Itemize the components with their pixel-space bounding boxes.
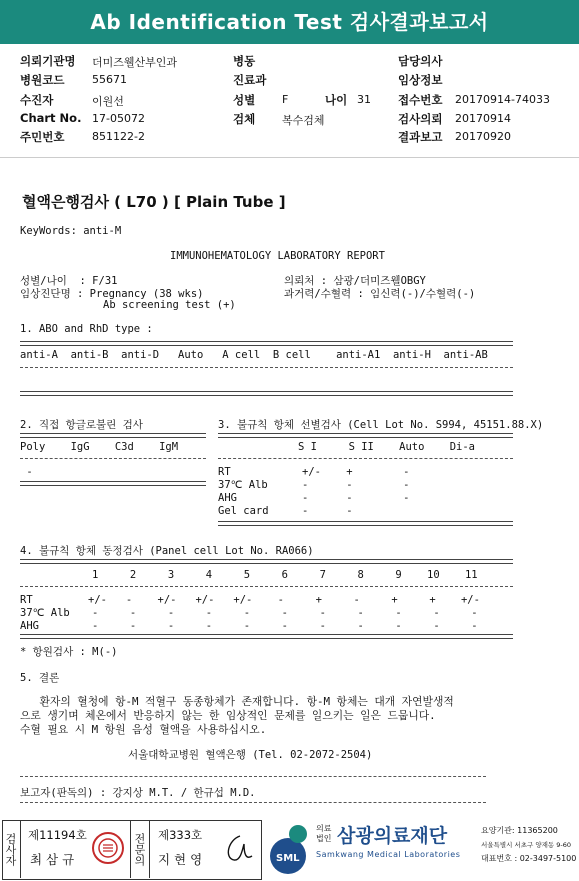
report-header [0, 0, 579, 44]
report-section-title: 혈액은행검사 ( L70 ) [ Plain Tube ] [22, 193, 286, 211]
section-conclusion: 5. 결론 [20, 672, 60, 684]
logo-text: SML [276, 853, 300, 864]
diagnosis-detail: Ab screening test (+) [103, 299, 236, 311]
screening-row-label: AHG [218, 492, 237, 504]
signature-image [220, 830, 256, 866]
section-dat: 2. 직접 항글로불린 검사 [20, 419, 143, 431]
phone: 대표번호 : 02-3497-5100 [481, 854, 577, 863]
reporter: 보고자(판독의) : 강지상 M.T. / 한규섭 M.D. [20, 787, 256, 799]
info-label: 성별 [233, 93, 256, 107]
double-rule [20, 634, 513, 639]
specialist-label: 전문의 [130, 820, 150, 878]
conclusion-line: 환자의 혈청에 항-M 적혈구 동종항체가 존재합니다. 항-M 항체는 대개 자연발생적 [20, 695, 454, 708]
screening-row-label: RT [218, 466, 231, 478]
screening-columns: S I S II Auto Di-a [298, 441, 476, 453]
hospital-info: 서울대학교병원 혈액은행 (Tel. 02-2072-2504) [128, 749, 373, 761]
screening-row-values: - - - [302, 479, 410, 491]
org-type-1: 의료 [316, 824, 332, 833]
keywords: KeyWords: anti-M [20, 225, 122, 237]
info-value: 20170914 [455, 112, 511, 125]
double-rule [20, 559, 513, 564]
info-label: 담당의사 [398, 54, 443, 68]
info-label: 임상정보 [398, 73, 443, 87]
panel-row-values: +/- - +/- +/- +/- - + - + + +/- [88, 594, 480, 606]
screening-row-label: Gel card [218, 505, 269, 517]
examiner-license: 제11194호 [28, 828, 87, 842]
double-rule [218, 521, 513, 526]
double-rule [20, 481, 206, 486]
org-name: 삼광의료재단 [337, 825, 448, 847]
double-rule [20, 433, 206, 438]
examiner-label: 검사자 [2, 820, 21, 878]
double-rule [218, 433, 513, 438]
institution-code: 요양기관: 11365200 [481, 826, 558, 835]
info-value: F [282, 93, 289, 106]
specialist-name: 지 현 영 [158, 852, 203, 867]
info-label: 검체 [233, 112, 256, 126]
info-value: 더미즈웰산부인과 [92, 56, 178, 69]
info-label: 나이 [325, 93, 348, 107]
panel-row-values: - - - - - - - - - - - [92, 620, 478, 632]
panel-columns: 1 2 3 4 5 6 7 8 9 10 11 [92, 569, 478, 581]
info-value: 복수검체 [282, 114, 325, 127]
dat-columns: Poly IgG C3d IgM [20, 441, 179, 453]
info-value: 20170914-74033 [455, 93, 550, 106]
info-label: Chart No. [20, 111, 82, 125]
screening-row-values: - - - [302, 492, 410, 504]
info-label: 수진자 [20, 93, 54, 107]
info-label: 진료과 [233, 73, 267, 87]
section-screening: 3. 불규칙 항체 선별검사 (Cell Lot No. S994, 45151.88.X) [218, 419, 544, 431]
section-abo: 1. ABO and RhD type : [20, 323, 153, 335]
info-label: 병동 [233, 54, 256, 68]
double-rule [20, 341, 513, 346]
info-label: 병원코드 [20, 73, 65, 87]
info-value: 이원선 [92, 95, 124, 108]
seal-stamp-1 [92, 832, 124, 864]
section-panel: 4. 불규칙 항체 동정검사 (Panel cell Lot No. RA066) [20, 545, 314, 557]
sml-logo-icon [266, 820, 314, 878]
panel-row-label: RT [20, 594, 33, 606]
info-value: 31 [357, 93, 371, 106]
double-rule [20, 391, 513, 396]
antigen-test: * 항원검사 : M(-) [20, 646, 118, 658]
rule [218, 458, 513, 459]
panel-row-label: 37℃ Alb [20, 607, 70, 619]
screening-row-values: +/- + - [302, 466, 410, 478]
history: 과거력/수혈력 : 임신력(-)/수혈력(-) [284, 288, 476, 300]
abo-columns: anti-A anti-B anti-D Auto A cell B cell anti-A1 anti-H anti-AB [20, 349, 488, 361]
conclusion-line: 수혈 필요 시 M 항원 음성 혈액을 사용하십시오. [20, 723, 267, 736]
examiner-name: 최 삼 규 [30, 852, 75, 867]
info-value: 20170920 [455, 130, 511, 143]
specialist-license: 제333호 [158, 828, 203, 842]
section-divider [0, 157, 579, 158]
rule [20, 367, 513, 368]
lab-report-header: IMMUNOHEMATOLOGY LABORATORY REPORT [170, 250, 385, 262]
info-label: 접수번호 [398, 93, 443, 107]
report-title: Ab Identification Test 검사결과보고서 [90, 10, 489, 34]
org-type-2: 법인 [316, 834, 332, 843]
info-label: 주민번호 [20, 130, 65, 144]
rule [20, 776, 486, 777]
org-name-en: Samkwang Medical Laboratories [316, 850, 461, 859]
info-label: 검사의뢰 [398, 112, 443, 126]
address: 서울특별시 서초구 양재동 9-60 [481, 841, 572, 849]
panel-row-values: - - - - - - - - - - - [92, 607, 478, 619]
dat-values: - [20, 466, 33, 478]
info-value: 17-05072 [92, 112, 145, 125]
info-label: 의뢰기관명 [20, 54, 76, 68]
rule [20, 458, 206, 459]
rule [20, 586, 513, 587]
screening-row-values: - - [302, 505, 353, 517]
rule [20, 802, 486, 803]
info-value: 55671 [92, 73, 127, 86]
conclusion-line: 으로 생기며 체온에서 반응하지 않는 한 임상적인 문제를 일으키는 일은 드뭅니다. [20, 709, 436, 722]
info-value: 851122-2 [92, 130, 145, 143]
panel-row-label: AHG [20, 620, 39, 632]
sex-age: 성별/나이 : F/31 [20, 275, 118, 287]
diagnosis: 임상진단명 : Pregnancy (38 wks) [20, 288, 204, 300]
signature-footer [0, 818, 579, 881]
screening-row-label: 37℃ Alb [218, 479, 268, 491]
referrer: 의뢰처 : 삼광/더미즈웰OBGY [284, 275, 426, 287]
info-label: 결과보고 [398, 130, 443, 144]
